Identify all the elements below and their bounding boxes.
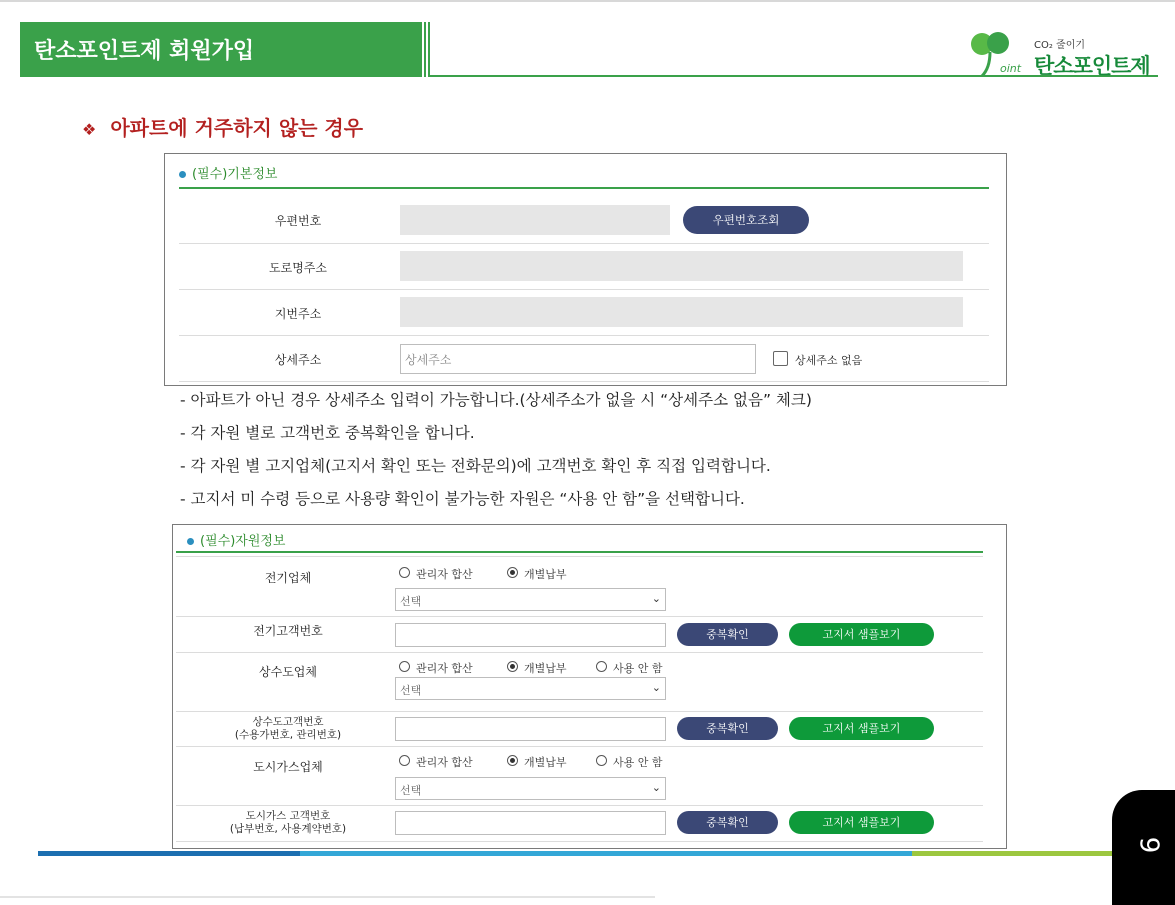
electric-radio-individual[interactable] bbox=[507, 567, 518, 578]
lot-address-field[interactable] bbox=[400, 297, 963, 327]
logo-brand-text: 탄소포인트제 bbox=[1034, 54, 1150, 78]
row-divider bbox=[176, 616, 983, 617]
detail-address-input[interactable]: 상세주소 bbox=[400, 344, 756, 374]
gas-customer-no-label: 도시가스 고객번호 (납부번호, 사용계약번호) bbox=[229, 810, 347, 835]
postal-code-label: 우편번호 bbox=[274, 214, 322, 228]
gas-sample-button[interactable]: 고지서 샘플보기 bbox=[789, 811, 934, 834]
water-customer-no-input[interactable] bbox=[395, 717, 666, 741]
gas-company-select[interactable]: 선택 ⌄ bbox=[395, 777, 666, 800]
row-divider bbox=[179, 289, 989, 290]
radio-label: 사용 안 함 bbox=[613, 756, 663, 769]
basic-info-title: (필수)기본정보 bbox=[179, 163, 278, 182]
section-heading-text: 아파트에 거주하지 않는 경우 bbox=[110, 116, 364, 140]
page-title: 탄소포인트제 회원가입 bbox=[34, 39, 255, 64]
radio-label: 개별납부 bbox=[524, 662, 567, 675]
note-line: - 아파트가 아닌 경우 상세주소 입력이 가능합니다.(상세주소가 없을 시 “상세주소 없음” 체크) bbox=[180, 391, 812, 409]
detail-address-label: 상세주소 bbox=[274, 353, 322, 367]
electric-company-select[interactable]: 선택 ⌄ bbox=[395, 588, 666, 611]
note-line: - 고지서 미 수령 등으로 사용량 확인이 불가능한 자원은 “사용 안 함”을 선택합니다. bbox=[180, 490, 745, 508]
water-radio-manager[interactable] bbox=[399, 661, 410, 672]
gas-radio-individual[interactable] bbox=[507, 755, 518, 766]
resource-info-panel bbox=[172, 524, 1007, 849]
basic-info-panel bbox=[164, 153, 1007, 386]
row-divider bbox=[176, 652, 983, 653]
resource-info-divider bbox=[176, 551, 983, 553]
electric-customer-no-input[interactable] bbox=[395, 623, 666, 647]
gas-radio-manager[interactable] bbox=[399, 755, 410, 766]
row-divider bbox=[176, 841, 983, 842]
footer-bar-blue bbox=[38, 851, 300, 856]
chevron-down-icon: ⌄ bbox=[651, 681, 661, 694]
water-dup-check-button[interactable]: 중복확인 bbox=[677, 717, 778, 740]
row-divider bbox=[179, 381, 989, 382]
chevron-down-icon: ⌄ bbox=[651, 781, 661, 794]
footer-bar-lime bbox=[912, 851, 1112, 856]
page-header bbox=[20, 22, 430, 77]
row-divider bbox=[176, 805, 983, 806]
radio-label: 관리자 합산 bbox=[416, 568, 473, 581]
water-radio-unused[interactable] bbox=[596, 661, 607, 672]
radio-label: 관리자 합산 bbox=[416, 662, 473, 675]
postal-search-button[interactable]: 우편번호조회 bbox=[683, 206, 809, 234]
logo-oint-text: oint bbox=[1000, 62, 1022, 75]
header-hatch-decoration bbox=[420, 22, 432, 77]
diamond-bullet-icon: ❖ bbox=[82, 120, 97, 139]
gas-company-label: 도시가스업체 bbox=[253, 760, 323, 774]
postal-code-field[interactable] bbox=[400, 205, 670, 235]
row-divider bbox=[176, 711, 983, 712]
water-customer-no-label: 상수도고객번호 (수용가번호, 관리번호) bbox=[234, 716, 342, 741]
page-number: 9 bbox=[1133, 836, 1164, 854]
top-divider bbox=[0, 0, 1175, 2]
row-divider bbox=[176, 746, 983, 747]
gas-customer-no-input[interactable] bbox=[395, 811, 666, 835]
radio-label: 개별납부 bbox=[524, 568, 567, 581]
note-line: - 각 자원 별로 고객번호 중복확인을 합니다. bbox=[180, 424, 475, 442]
electric-customer-no-label: 전기고객번호 bbox=[253, 624, 323, 638]
gas-dup-check-button[interactable]: 중복확인 bbox=[677, 811, 778, 834]
footer-bar-cyan bbox=[300, 851, 912, 856]
radio-label: 사용 안 함 bbox=[613, 662, 663, 675]
water-sample-button[interactable]: 고지서 샘플보기 bbox=[789, 717, 934, 740]
no-detail-checkbox-label: 상세주소 없음 bbox=[795, 354, 863, 367]
row-divider bbox=[176, 556, 983, 557]
chevron-down-icon: ⌄ bbox=[651, 592, 661, 605]
road-address-label: 도로명주소 bbox=[269, 261, 327, 275]
dot-icon bbox=[187, 538, 194, 545]
water-radio-individual[interactable] bbox=[507, 661, 518, 672]
section-heading bbox=[82, 112, 363, 141]
water-company-select[interactable]: 선택 ⌄ bbox=[395, 677, 666, 700]
electric-radio-manager[interactable] bbox=[399, 567, 410, 578]
lot-address-label: 지번주소 bbox=[274, 307, 322, 321]
no-detail-checkbox[interactable] bbox=[773, 351, 788, 366]
electric-sample-button[interactable]: 고지서 샘플보기 bbox=[789, 623, 934, 646]
gas-radio-unused[interactable] bbox=[596, 755, 607, 766]
carbon-point-logo bbox=[968, 30, 1158, 78]
radio-label: 관리자 합산 bbox=[416, 756, 473, 769]
footer-divider bbox=[0, 896, 655, 898]
radio-label: 개별납부 bbox=[524, 756, 567, 769]
dot-icon bbox=[179, 171, 186, 178]
electric-company-label: 전기업체 bbox=[264, 571, 312, 585]
row-divider bbox=[179, 335, 989, 336]
basic-info-divider bbox=[179, 187, 989, 189]
electric-dup-check-button[interactable]: 중복확인 bbox=[677, 623, 778, 646]
road-address-field[interactable] bbox=[400, 251, 963, 281]
logo-small-text: CO₂ 줄이기 bbox=[1034, 40, 1086, 51]
water-company-label: 상수도업체 bbox=[259, 665, 317, 679]
resource-info-title: (필수)자원정보 bbox=[187, 530, 286, 549]
row-divider bbox=[179, 243, 989, 244]
note-line: - 각 자원 별 고지업체(고지서 확인 또는 전화문의)에 고객번호 확인 후 직접 입력합니다. bbox=[180, 457, 771, 475]
